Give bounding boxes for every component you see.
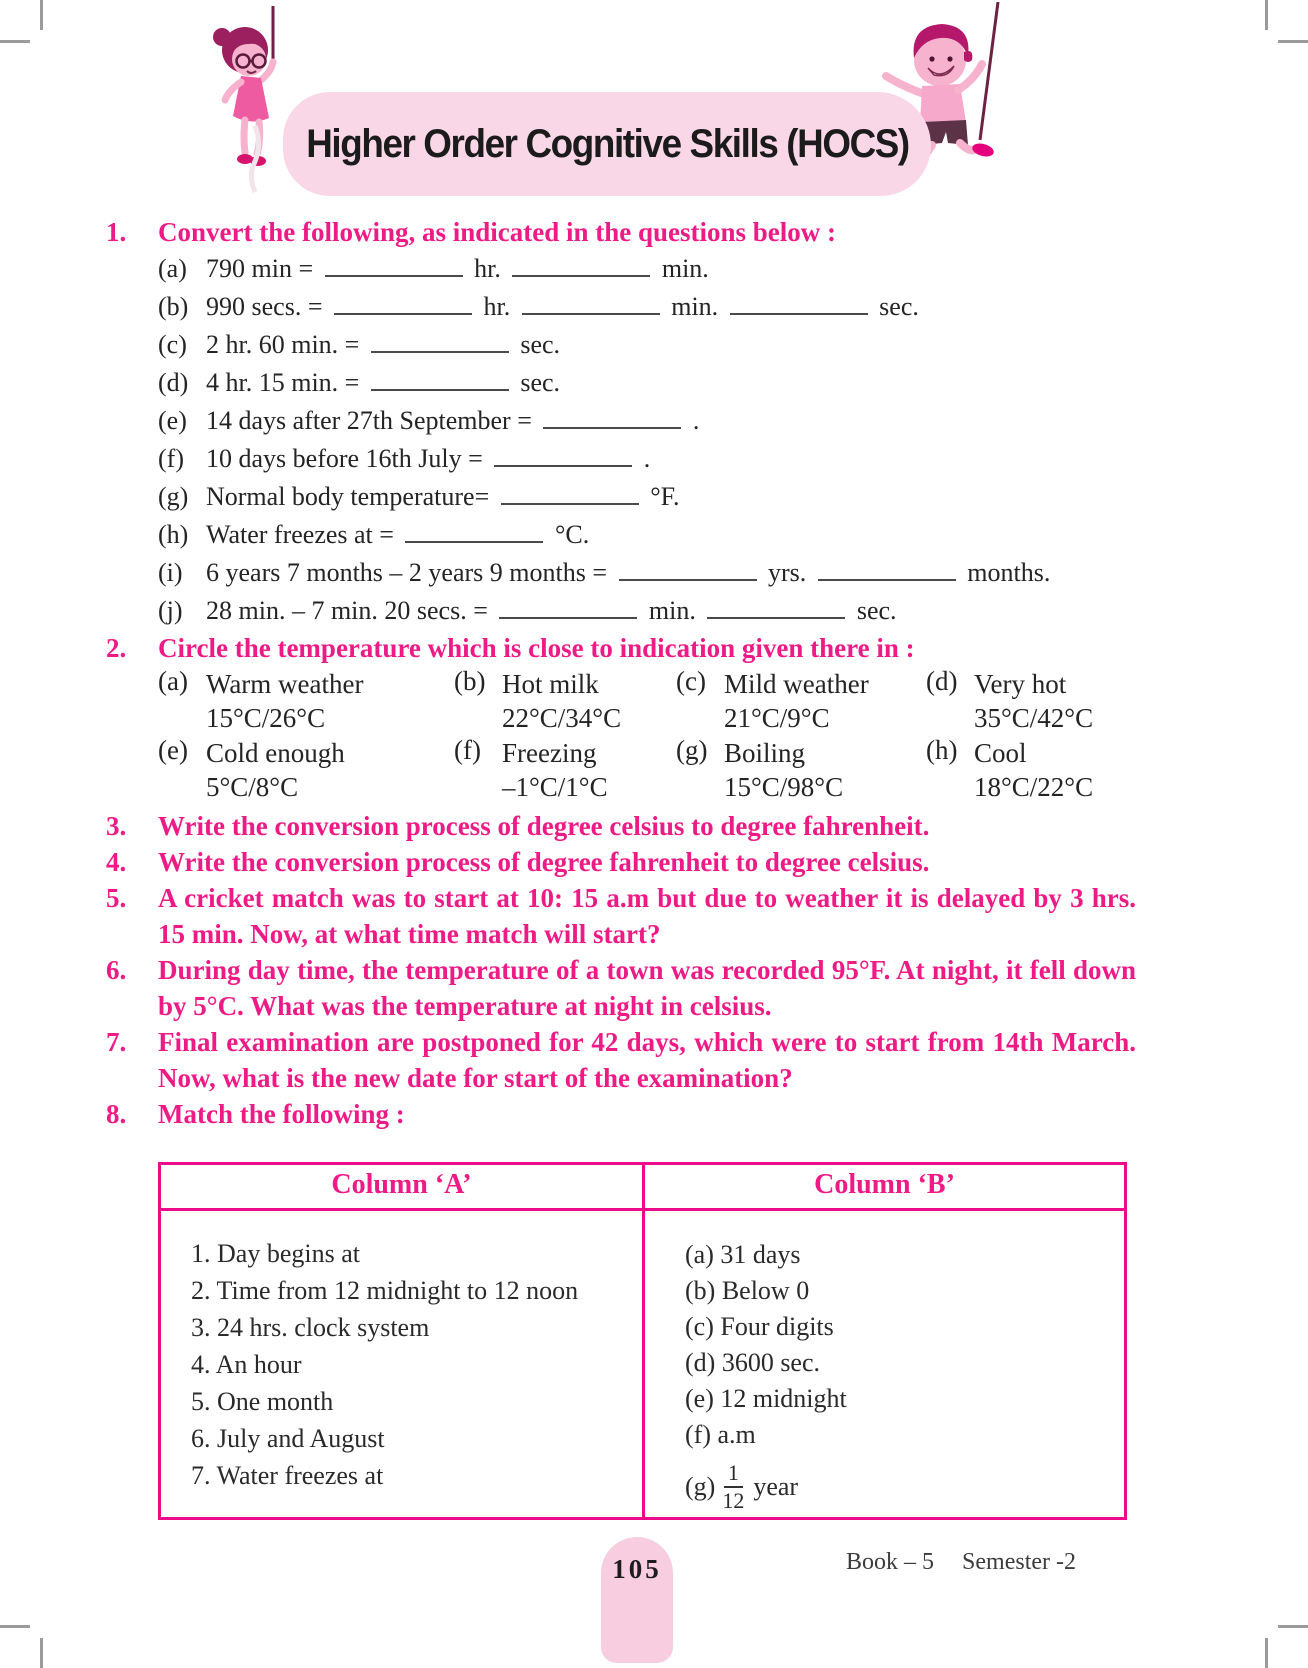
match-item-b: (d) 3600 sec.	[685, 1348, 821, 1377]
option-body	[974, 735, 1093, 804]
option-label: (d)	[926, 666, 958, 696]
question-number: 5.	[106, 883, 127, 913]
option-body	[502, 735, 608, 804]
crop-mark-top-left-h	[0, 40, 30, 43]
crop-mark-bottom-left-h	[0, 1625, 30, 1628]
fraction-denominator: 12	[722, 1488, 745, 1514]
question-number: 1.	[106, 217, 127, 247]
match-item-b: (c) Four digits	[685, 1312, 834, 1341]
crop-mark-bottom-right-h	[1278, 1625, 1308, 1628]
item-label: (g)	[685, 1472, 716, 1502]
answer-blank[interactable]	[499, 604, 637, 619]
item-label: (e)	[158, 406, 187, 435]
item-label: (b)	[158, 292, 189, 321]
crop-mark-top-left-v	[40, 0, 43, 30]
crop-mark-bottom-right-v	[1265, 1638, 1268, 1668]
answer-blank[interactable]	[730, 300, 868, 315]
answer-blank[interactable]	[512, 262, 650, 277]
match-item-a: 3. 24 hrs. clock system	[191, 1313, 430, 1342]
column-a-header: Column ‘A’	[161, 1165, 645, 1208]
q2-option	[676, 735, 926, 804]
item-label: (j)	[158, 596, 183, 625]
option-name: Boiling	[724, 738, 806, 768]
match-item-b: (e) 12 midnight	[685, 1384, 847, 1413]
match-item-b-fraction	[685, 1461, 1116, 1513]
item-label: (d)	[158, 368, 189, 397]
q2-option	[676, 666, 926, 735]
match-item-b: (b) Below 0	[685, 1276, 810, 1305]
question-text: Convert the following, as indicated in the questions below :	[158, 217, 837, 247]
option-name: Freezing	[502, 738, 597, 768]
item-label: (h)	[158, 520, 189, 549]
question-text: Match the following :	[158, 1099, 405, 1129]
answer-blank[interactable]	[619, 566, 757, 581]
item-label: (g)	[158, 482, 189, 511]
q1-item	[158, 402, 1136, 440]
q1-item	[158, 288, 1136, 326]
option-temperatures[interactable]: –1°C/1°C	[502, 772, 608, 802]
option-label: (a)	[158, 666, 188, 696]
option-body	[974, 666, 1093, 735]
match-item-b: (f) a.m	[685, 1420, 756, 1449]
answer-blank[interactable]	[494, 452, 632, 467]
q1-item	[158, 250, 1136, 288]
q2-option	[454, 735, 676, 804]
match-item-a: 4. An hour	[191, 1350, 302, 1379]
option-temperatures[interactable]: 15°C/26°C	[206, 703, 326, 733]
answer-blank[interactable]	[371, 338, 509, 353]
item-label: (c)	[158, 330, 187, 359]
page-number: 105	[612, 1554, 662, 1584]
answer-blank[interactable]	[371, 376, 509, 391]
option-body	[502, 666, 621, 735]
match-table	[158, 1162, 1127, 1520]
answer-blank[interactable]	[405, 528, 543, 543]
question-row	[106, 880, 1136, 952]
title-banner	[283, 92, 931, 196]
option-body	[206, 666, 364, 735]
item-text: 28 min. – 7 min. 20 secs. = min. sec.	[206, 596, 897, 625]
option-name: Mild weather	[724, 669, 869, 699]
match-item-a: 1. Day begins at	[191, 1239, 360, 1268]
question-2-heading-row	[106, 630, 1136, 666]
item-text: 790 min = hr. min.	[206, 254, 709, 283]
answer-blank[interactable]	[522, 300, 660, 315]
q2-option	[926, 666, 1136, 735]
q2-option	[158, 666, 454, 735]
fraction	[722, 1461, 744, 1513]
page-title: Higher Order Cognitive Skills (HOCS)	[305, 121, 909, 166]
crop-mark-top-right-v	[1265, 0, 1268, 30]
q2-options	[158, 666, 1136, 804]
item-text: 4 hr. 15 min. = sec.	[206, 368, 561, 397]
match-item-a: 2. Time from 12 midnight to 12 noon	[191, 1276, 579, 1305]
option-temperatures[interactable]: 15°C/98°C	[724, 772, 844, 802]
footer-book: Book – 5	[846, 1549, 935, 1575]
answer-blank[interactable]	[325, 262, 463, 277]
item-label: (i)	[158, 558, 183, 587]
item-text: 6 years 7 months – 2 years 9 months = yrs. months.	[206, 558, 1051, 587]
footer-semester: Semester -2	[962, 1549, 1076, 1575]
column-b-header: Column ‘B’	[814, 1169, 955, 1200]
option-temperatures[interactable]: 5°C/8°C	[206, 772, 299, 802]
q1-item	[158, 364, 1136, 402]
col-a-list	[161, 1211, 645, 1517]
question-text: Write the conversion process of degree celsius to degree fahrenheit.	[158, 811, 930, 841]
q1-item	[158, 592, 1136, 630]
q2-option	[158, 735, 454, 804]
question-number: 3.	[106, 811, 127, 841]
option-name: Hot milk	[502, 669, 599, 699]
option-label: (g)	[676, 735, 708, 765]
question-number: 6.	[106, 955, 127, 985]
q1-items	[106, 250, 1136, 630]
question-text: Write the conversion process of degree fahrenheit to degree celsius.	[158, 847, 930, 877]
question-row	[106, 952, 1136, 1024]
option-temperatures[interactable]: 35°C/42°C	[974, 703, 1094, 733]
q2-option	[926, 735, 1136, 804]
option-label: (h)	[926, 735, 958, 765]
item-text: Water freezes at = °C.	[206, 520, 590, 549]
fraction-suffix: year	[753, 1472, 799, 1502]
item-text: 10 days before 16th July = .	[206, 444, 651, 473]
match-table-header	[161, 1165, 1124, 1211]
option-name: Warm weather	[206, 669, 364, 699]
item-text: 990 secs. = hr. min. sec.	[206, 292, 919, 321]
option-name: Cool	[974, 738, 1027, 768]
item-label: (f)	[158, 444, 184, 473]
question-text: Final examination are postponed for 42 days, which were to start from 14th March. Now, what is the new date for start of the examination?	[158, 1027, 1136, 1093]
question-text: A cricket match was to start at 10: 15 a.m but due to weather it is delayed by 3 hrs. 15 min. Now, at what time match will start?	[158, 883, 1136, 949]
option-temperatures[interactable]: 18°C/22°C	[974, 772, 1094, 802]
option-temperatures[interactable]: 22°C/34°C	[502, 703, 622, 733]
exercise-content	[106, 214, 1136, 1520]
item-text: 2 hr. 60 min. = sec.	[206, 330, 561, 359]
crop-mark-top-right-h	[1278, 40, 1308, 43]
option-body	[724, 735, 843, 804]
question-text: During day time, the temperature of a town was recorded 95°F. At night, it fell down by 5°C. What was the temperature at night in celsius.	[158, 955, 1136, 1021]
match-item-a: 6. July and August	[191, 1424, 385, 1453]
q1-item	[158, 516, 1136, 554]
answer-blank[interactable]	[543, 414, 681, 429]
answer-blank[interactable]	[501, 490, 639, 505]
question-row	[106, 1024, 1136, 1096]
question-row	[106, 808, 1136, 844]
q1-item	[158, 478, 1136, 516]
option-label: (b)	[454, 666, 486, 696]
option-label: (e)	[158, 735, 188, 765]
question-number: 4.	[106, 847, 127, 877]
crop-mark-bottom-left-v	[40, 1638, 43, 1668]
option-label: (c)	[676, 666, 706, 696]
q2-option	[454, 666, 676, 735]
option-name: Very hot	[974, 669, 1067, 699]
answer-blank[interactable]	[707, 604, 845, 619]
item-label: (a)	[158, 254, 187, 283]
match-table-body	[161, 1211, 1124, 1517]
question-number: 7.	[106, 1027, 127, 1057]
match-item-a: 5. One month	[191, 1387, 334, 1416]
question-text: Circle the temperature which is close to indication given there in :	[158, 633, 915, 663]
footer-book-info	[846, 1549, 1076, 1576]
option-temperatures[interactable]: 21°C/9°C	[724, 703, 830, 733]
answer-blank[interactable]	[334, 300, 472, 315]
col-b-list	[645, 1211, 1124, 1517]
item-text: Normal body temperature= °F.	[206, 482, 680, 511]
question-1-heading-row	[106, 214, 1136, 250]
question-row	[106, 1096, 1136, 1132]
option-body	[206, 735, 345, 804]
q1-item	[158, 326, 1136, 364]
questions-list	[106, 808, 1136, 1132]
page-number-tab	[601, 1537, 673, 1663]
question-number: 2.	[106, 633, 127, 663]
fraction-numerator: 1	[724, 1461, 743, 1488]
match-item-b: (a) 31 days	[685, 1240, 801, 1269]
q1-item	[158, 440, 1136, 478]
option-body	[724, 666, 869, 735]
question-number: 8.	[106, 1099, 127, 1129]
item-text: 14 days after 27th September = .	[206, 406, 700, 435]
question-row	[106, 844, 1136, 880]
option-label: (f)	[454, 735, 481, 765]
q1-item	[158, 554, 1136, 592]
match-item-a: 7. Water freezes at	[191, 1461, 384, 1490]
option-name: Cold enough	[206, 738, 345, 768]
answer-blank[interactable]	[818, 566, 956, 581]
